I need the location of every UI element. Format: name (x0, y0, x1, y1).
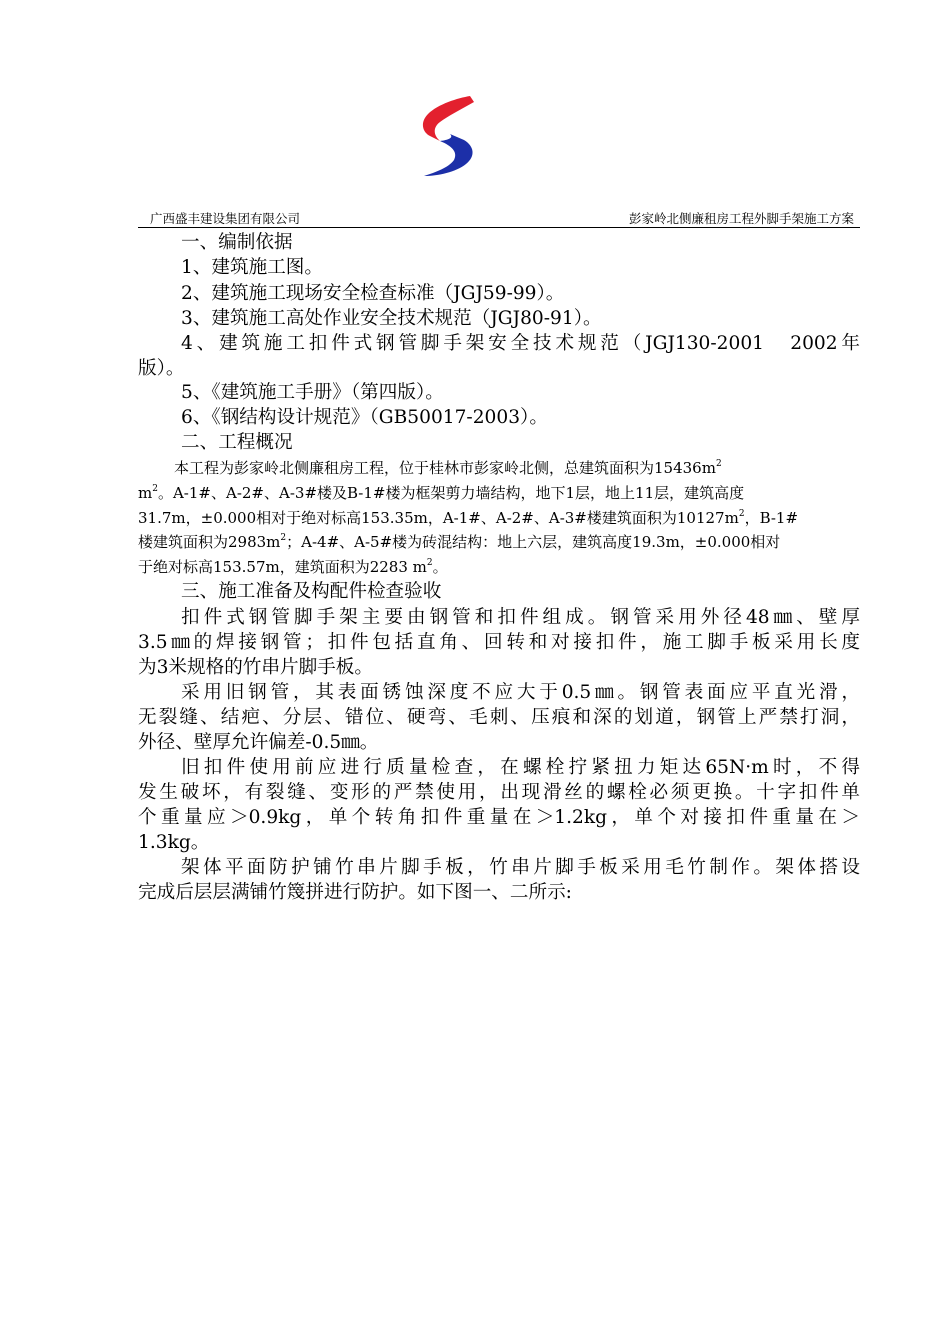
section-2-title: 二、工程概况 (181, 432, 293, 453)
overview-line-4: 楼建筑面积为$2983m^2$；A-4#、A-5#楼为砖混结构：地上六层，建筑高度19.3m，±0.000相对 (138, 533, 781, 551)
para-3-line-1: 旧扣件使用前应进行质量检查，在螺栓拧紧扭力矩达65N·m时，不得 (181, 757, 860, 778)
para-2-line-1: 采用旧钢管，其表面锈蚀深度不应大于0.5㎜。钢管表面应平直光滑， (181, 682, 860, 703)
para-4-line-2: 完成后层层满铺竹篾拼进行防护。如下图一、二所示: (138, 882, 572, 903)
logo-blue-stroke (424, 134, 473, 176)
para-2-line-2: 无裂缝、结疤、分层、错位、硬弯、毛刺、压痕和深的划道，钢管上严禁打洞， (138, 707, 860, 728)
section-1-title: 一、编制依据 (181, 232, 293, 253)
overview-line-1: 本工程为彭家岭北侧廉租房工程，位于桂林市彭家岭北侧，总建筑面积为$15436m^2$ (174, 459, 722, 477)
overview-line-5: 于绝对标高153.57m，建筑面积为2283 $m^2$。 (138, 558, 448, 576)
header-company: 广西盛丰建设集团有限公司 (150, 211, 301, 226)
para-3-line-2: 发生破坏，有裂缝、变形的严禁使用，出现滑丝的螺栓必须更换。十字扣件单 (138, 782, 860, 803)
reference-item-3: 3、建筑施工高处作业安全技术规范（JGJ80-91）。 (181, 308, 602, 329)
para-1-line-1: 扣件式钢管脚手架主要由钢管和扣件组成。钢管采用外径48㎜、壁厚 (181, 607, 860, 628)
header-doc-title: 彭家岭北侧廉租房工程外脚手架施工方案 (628, 211, 854, 226)
overview-line-2: $m^2$。A-1#、A-2#、A-3#楼及B-1#楼为框架剪力墙结构，地下1层，地上11层，建筑高度 (138, 484, 745, 502)
para-4-line-1: 架体平面防护铺竹串片脚手板，竹串片脚手板采用毛竹制作。架体搭设 (181, 857, 860, 878)
para-1-line-3: 为3米规格的竹串片脚手板。 (138, 657, 373, 678)
reference-item-4-line1: 4、建筑施工扣件式钢管脚手架安全技术规范（JGJ130-2001 2002年 (181, 333, 860, 354)
reference-item-4-line2: 版）。 (138, 358, 185, 379)
section-3-title: 三、施工准备及构配件检查验收 (181, 581, 442, 602)
overview-line-3: 31.7m，±0.000相对于绝对标高153.35m，A-1#、A-2#、A-3#楼建筑面积为$10127m^2$，B-1# (138, 509, 799, 527)
para-2-line-3: 外径、壁厚允许偏差-0.5㎜。 (138, 732, 379, 753)
para-1-line-2: 3.5㎜的焊接钢管；扣件包括直角、回转和对接扣件，施工脚手板采用长度 (138, 632, 860, 653)
logo-red-stroke (423, 96, 474, 141)
company-logo (418, 94, 478, 178)
reference-item-5: 5、《建筑施工手册》（第四版）。 (181, 382, 444, 403)
reference-item-1: 1、建筑施工图。 (181, 257, 323, 278)
page-header (138, 207, 860, 228)
reference-item-6: 6、《钢结构设计规范》（GB50017-2003）。 (181, 407, 548, 428)
para-3-line-3: 个重量应＞0.9kg，单个转角扣件重量在＞1.2kg，单个对接扣件重量在＞ (138, 807, 860, 828)
para-3-line-4: 1.3kg。 (138, 832, 210, 853)
reference-item-2: 2、建筑施工现场安全检查标准（JGJ59-99）。 (181, 283, 565, 304)
